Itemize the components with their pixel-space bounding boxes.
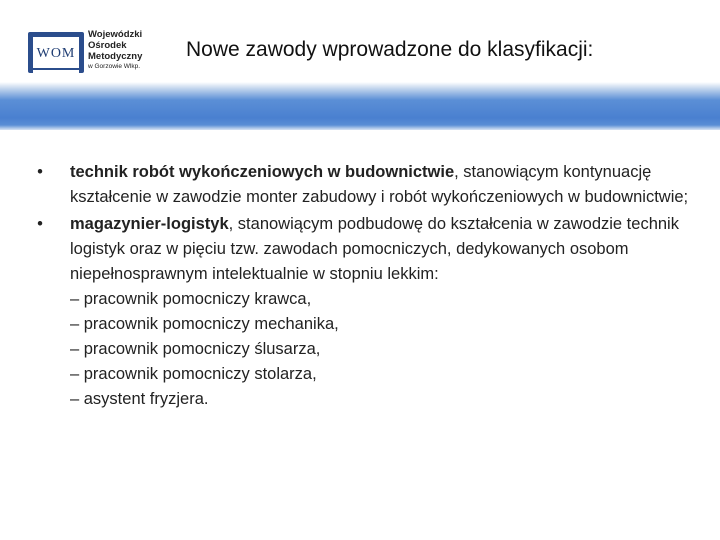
bullet-icon: • — [37, 215, 43, 233]
bullet-rest-text: , stanowiącym kontynuację kształcenie w zawodzie monter zabudowy i robót wykończeniowych w budownictwie; — [70, 163, 689, 206]
logo-mark-text: WOM — [36, 46, 76, 61]
logo-line: Wojewódzki — [88, 29, 143, 40]
logo-text — [88, 29, 160, 71]
slide-title: Nowe zawody wprowadzone do klasyfikacji: — [186, 38, 594, 61]
bullet-bold-text: magazynier-logistyk — [70, 215, 229, 233]
bullet-text — [70, 212, 700, 412]
bullet-item — [30, 160, 700, 210]
logo — [28, 29, 158, 77]
bullet-text — [70, 160, 700, 210]
bullet-bold-text: technik robót wykończeniowych w budownictwie — [70, 163, 455, 181]
logo-mark — [28, 32, 84, 73]
bullet-item — [30, 212, 700, 412]
logo-mark-bar — [33, 70, 79, 73]
logo-subline: w Gorzowie Wlkp. — [88, 63, 141, 70]
bullet-icon: • — [37, 163, 43, 181]
logo-line: Metodyczny — [88, 51, 143, 62]
sub-item: – pracownik pomocniczy ślusarza, — [70, 340, 321, 358]
sub-item: – pracownik pomocniczy mechanika, — [70, 315, 339, 333]
logo-line: Ośrodek — [88, 40, 127, 51]
slide-content — [30, 160, 700, 414]
logo-mark-inner — [33, 37, 79, 68]
sub-item: – pracownik pomocniczy krawca, — [70, 290, 312, 308]
sub-item: – pracownik pomocniczy stolarza, — [70, 365, 317, 383]
sub-item: – asystent fryzjera. — [70, 390, 209, 408]
bullet-rest-text: , stanowiącym podbudowę do kształcenia w zawodzie technik logistyk oraz w pięciu tzw. zawodach pomocniczych, dedykowanych osobom niepełnosprawnym intelektualnie w stopniu lekkim: — [70, 215, 679, 283]
